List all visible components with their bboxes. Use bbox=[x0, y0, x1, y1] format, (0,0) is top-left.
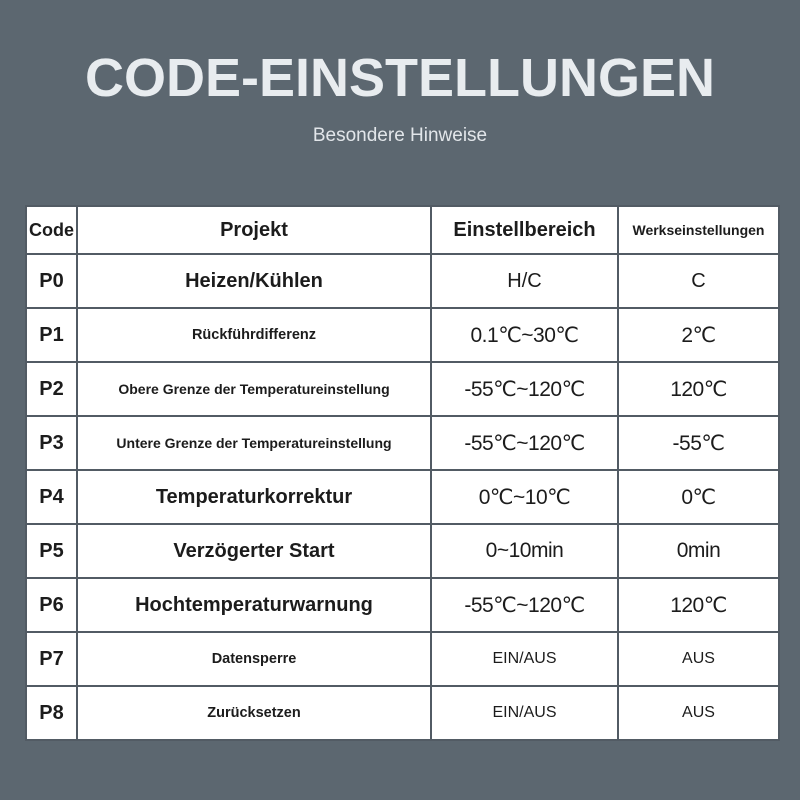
page-subtitle: Besondere Hinweise bbox=[312, 125, 488, 146]
range-cell: 0℃~10℃ bbox=[431, 470, 618, 524]
table-row-p1 bbox=[26, 308, 779, 362]
table-row-p6 bbox=[26, 578, 779, 632]
range-cell: EIN/AUS bbox=[431, 632, 618, 686]
code-cell: P4 bbox=[26, 470, 77, 524]
code-cell: P7 bbox=[26, 632, 77, 686]
range-cell: -55℃~120℃ bbox=[431, 362, 618, 416]
code-cell: P8 bbox=[26, 686, 77, 740]
code-cell: P0 bbox=[26, 254, 77, 308]
range-cell: 0.1℃~30℃ bbox=[431, 308, 618, 362]
header-default: Werkseinstellungen bbox=[618, 206, 779, 254]
project-cell: Zurücksetzen bbox=[77, 686, 431, 740]
code-cell: P5 bbox=[26, 524, 77, 578]
project-cell: Obere Grenze der Temperatureinstellung bbox=[77, 362, 431, 416]
project-cell: Heizen/Kühlen bbox=[77, 254, 431, 308]
range-cell: -55℃~120℃ bbox=[431, 416, 618, 470]
table-row-p5 bbox=[26, 524, 779, 578]
table-row-p0 bbox=[26, 254, 779, 308]
code-cell: P3 bbox=[26, 416, 77, 470]
default-cell: 120℃ bbox=[618, 362, 779, 416]
project-cell: Rückführdifferenz bbox=[77, 308, 431, 362]
default-cell: C bbox=[618, 254, 779, 308]
default-cell: 120℃ bbox=[618, 578, 779, 632]
code-cell: P6 bbox=[26, 578, 77, 632]
range-cell: 0~10min bbox=[431, 524, 618, 578]
header-range: Einstellbereich bbox=[431, 206, 618, 254]
default-cell: AUS bbox=[618, 632, 779, 686]
default-cell: 0min bbox=[618, 524, 779, 578]
project-cell: Verzögerter Start bbox=[77, 524, 431, 578]
table-row-p8 bbox=[26, 686, 779, 740]
code-cell: P2 bbox=[26, 362, 77, 416]
code-settings-table bbox=[25, 205, 780, 741]
page-title: CODE-EINSTELLUNGEN bbox=[84, 48, 716, 108]
project-cell: Temperaturkorrektur bbox=[77, 470, 431, 524]
table-header-row bbox=[26, 206, 779, 254]
header-project: Projekt bbox=[77, 206, 431, 254]
table-row-p7 bbox=[26, 632, 779, 686]
range-cell: H/C bbox=[431, 254, 618, 308]
table-row-p3 bbox=[26, 416, 779, 470]
range-cell: EIN/AUS bbox=[431, 686, 618, 740]
project-cell: Hochtemperaturwarnung bbox=[77, 578, 431, 632]
header-code: Code bbox=[26, 206, 77, 254]
project-cell: Untere Grenze der Temperatureinstellung bbox=[77, 416, 431, 470]
project-cell: Datensperre bbox=[77, 632, 431, 686]
default-cell: AUS bbox=[618, 686, 779, 740]
code-cell: P1 bbox=[26, 308, 77, 362]
range-cell: -55℃~120℃ bbox=[431, 578, 618, 632]
table-row-p4 bbox=[26, 470, 779, 524]
default-cell: -55℃ bbox=[618, 416, 779, 470]
default-cell: 2℃ bbox=[618, 308, 779, 362]
default-cell: 0℃ bbox=[618, 470, 779, 524]
table-row-p2 bbox=[26, 362, 779, 416]
